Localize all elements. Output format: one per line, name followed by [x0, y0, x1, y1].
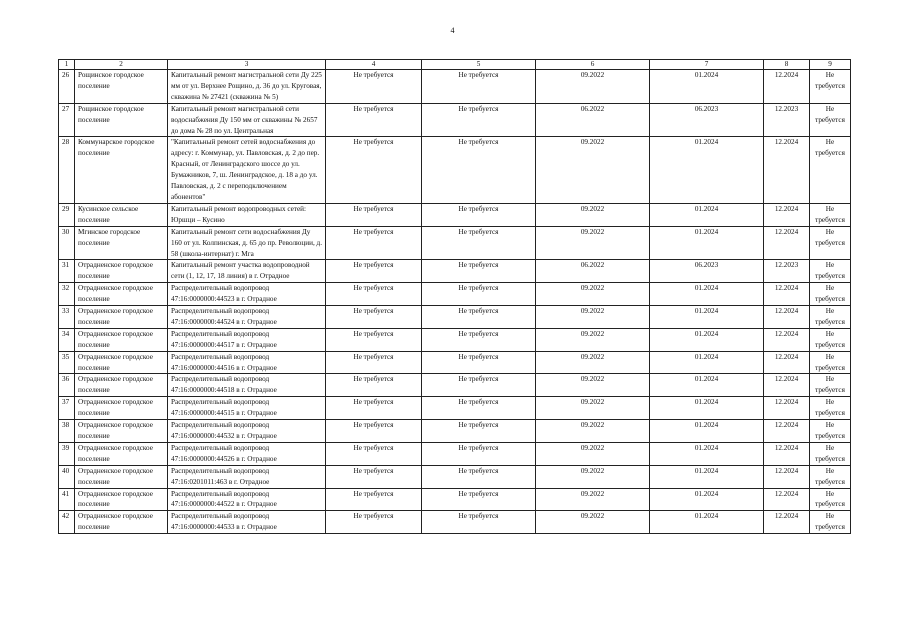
column-6-cell: 09.2022 — [536, 203, 650, 226]
settlement-cell: Отрадненское городское поселение — [75, 488, 168, 511]
work-description-cell: Распределительный водопровод 47:16:0000000:44518 в г. Отрадное — [168, 374, 326, 397]
work-description-cell: Распределительный водопровод 47:16:0000000:44533 в г. Отрадное — [168, 511, 326, 534]
column-9-cell: Не требуется — [810, 374, 851, 397]
column-7-cell: 06.2023 — [650, 260, 764, 283]
column-4-cell: Не требуется — [326, 488, 422, 511]
row-number-cell: 39 — [59, 442, 75, 465]
column-4-cell: Не требуется — [326, 70, 422, 104]
column-5-cell: Не требуется — [422, 137, 536, 203]
table-row — [59, 103, 851, 137]
column-8-cell: 12.2024 — [764, 70, 810, 104]
column-6-cell: 09.2022 — [536, 306, 650, 329]
table-row — [59, 351, 851, 374]
work-description-cell: Распределительный водопровод 47:16:0000000:44515 в г. Отрадное — [168, 397, 326, 420]
table-row — [59, 70, 851, 104]
column-7-cell: 01.2024 — [650, 283, 764, 306]
settlement-cell: Коммунарское городское поселение — [75, 137, 168, 203]
column-9-cell: Не требуется — [810, 103, 851, 137]
work-description-cell: Капитальный ремонт сети водоснабжения Ду 160 от ул. Колпинская, д. 65 до пр. Революции, д. 58 (школа-интернат) г. Мга — [168, 226, 326, 260]
work-description-cell: Распределительный водопровод 47:16:0000000:44516 в г. Отрадное — [168, 351, 326, 374]
column-8-cell: 12.2024 — [764, 203, 810, 226]
row-number-cell: 29 — [59, 203, 75, 226]
column-4-cell: Не требуется — [326, 328, 422, 351]
column-4-cell: Не требуется — [326, 260, 422, 283]
column-8-cell: 12.2024 — [764, 374, 810, 397]
column-9-cell: Не требуется — [810, 226, 851, 260]
column-6-cell: 09.2022 — [536, 226, 650, 260]
column-7-cell: 01.2024 — [650, 397, 764, 420]
column-4-cell: Не требуется — [326, 397, 422, 420]
column-8-cell: 12.2024 — [764, 226, 810, 260]
header-cell: 1 — [59, 60, 75, 70]
table-row — [59, 442, 851, 465]
column-6-cell: 06.2022 — [536, 260, 650, 283]
work-description-cell: Распределительный водопровод 47:16:0000000:44517 в г. Отрадное — [168, 328, 326, 351]
column-8-cell: 12.2024 — [764, 488, 810, 511]
column-5-cell: Не требуется — [422, 420, 536, 443]
settlement-cell: Отрадненское городское поселение — [75, 442, 168, 465]
column-4-cell: Не требуется — [326, 137, 422, 203]
column-8-cell: 12.2024 — [764, 306, 810, 329]
work-description-cell: Распределительный водопровод 47:16:0000000:44523 в г. Отрадное — [168, 283, 326, 306]
column-7-cell: 06.2023 — [650, 103, 764, 137]
column-6-cell: 09.2022 — [536, 137, 650, 203]
column-8-cell: 12.2024 — [764, 328, 810, 351]
column-4-cell: Не требуется — [326, 465, 422, 488]
column-7-cell: 01.2024 — [650, 328, 764, 351]
row-number-cell: 31 — [59, 260, 75, 283]
column-4-cell: Не требуется — [326, 351, 422, 374]
column-4-cell: Не требуется — [326, 226, 422, 260]
column-5-cell: Не требуется — [422, 70, 536, 104]
work-description-cell: Капитальный ремонт водопроводных сетей: Юршци – Кусино — [168, 203, 326, 226]
table-row — [59, 260, 851, 283]
header-cell: 3 — [168, 60, 326, 70]
column-5-cell: Не требуется — [422, 351, 536, 374]
column-5-cell: Не требуется — [422, 511, 536, 534]
column-6-cell: 09.2022 — [536, 442, 650, 465]
work-description-cell: Распределительный водопровод 47:16:0201011:463 в г. Отрадное — [168, 465, 326, 488]
settlement-cell: Отрадненское городское поселение — [75, 420, 168, 443]
work-description-cell: Капитальный ремонт магистральной сети Ду 225 мм от ул. Верхнее Рощино, д. 36 до ул. Круговая, скважина № 27421 (скважина № 5) — [168, 70, 326, 104]
row-number-cell: 42 — [59, 511, 75, 534]
column-4-cell: Не требуется — [326, 203, 422, 226]
column-8-cell: 12.2024 — [764, 420, 810, 443]
column-4-cell: Не требуется — [326, 103, 422, 137]
row-number-cell: 40 — [59, 465, 75, 488]
column-6-cell: 09.2022 — [536, 397, 650, 420]
row-number-cell: 27 — [59, 103, 75, 137]
column-6-cell: 09.2022 — [536, 351, 650, 374]
table-row — [59, 397, 851, 420]
column-5-cell: Не требуется — [422, 203, 536, 226]
settlement-cell: Отрадненское городское поселение — [75, 260, 168, 283]
column-8-cell: 12.2024 — [764, 397, 810, 420]
header-cell: 2 — [75, 60, 168, 70]
column-4-cell: Не требуется — [326, 511, 422, 534]
column-8-cell: 12.2024 — [764, 351, 810, 374]
row-number-cell: 28 — [59, 137, 75, 203]
row-number-cell: 34 — [59, 328, 75, 351]
row-number-cell: 26 — [59, 70, 75, 104]
column-8-cell: 12.2023 — [764, 260, 810, 283]
header-cell: 6 — [536, 60, 650, 70]
column-9-cell: Не требуется — [810, 328, 851, 351]
table-row — [59, 488, 851, 511]
column-9-cell: Не требуется — [810, 511, 851, 534]
settlement-cell: Рощинское городское поселение — [75, 70, 168, 104]
work-description-cell: Капитальный ремонт магистральной сети водоснабжения Ду 150 мм от скважины № 2657 до дома № 28 по ул. Центральная — [168, 103, 326, 137]
settlement-cell: Отрадненское городское поселение — [75, 306, 168, 329]
settlement-cell: Отрадненское городское поселение — [75, 351, 168, 374]
header-cell: 4 — [326, 60, 422, 70]
column-6-cell: 09.2022 — [536, 70, 650, 104]
column-5-cell: Не требуется — [422, 374, 536, 397]
work-description-cell: "Капитальный ремонт сетей водоснабжения до адресу: г. Коммунар, ул. Павловская, д. 2 до пер. Красный, от Ленинградского шоссе до ул. Бумажников, 7, ш. Ленинградское, д. 18 а до ул. Павловская, д. 2 с переподключением абонентов" — [168, 137, 326, 203]
table-row — [59, 374, 851, 397]
column-9-cell: Не требуется — [810, 203, 851, 226]
column-6-cell: 09.2022 — [536, 328, 650, 351]
column-5-cell: Не требуется — [422, 465, 536, 488]
column-7-cell: 01.2024 — [650, 511, 764, 534]
column-4-cell: Не требуется — [326, 283, 422, 306]
settlement-cell: Отрадненское городское поселение — [75, 465, 168, 488]
table-row — [59, 465, 851, 488]
table-row — [59, 283, 851, 306]
column-9-cell: Не требуется — [810, 283, 851, 306]
work-description-cell: Капитальный ремонт участка водопроводной сети (1, 12, 17, 18 линия) в г. Отрадное — [168, 260, 326, 283]
column-8-cell: 12.2024 — [764, 283, 810, 306]
column-7-cell: 01.2024 — [650, 374, 764, 397]
table-row — [59, 137, 851, 203]
column-9-cell: Не требуется — [810, 351, 851, 374]
row-number-cell: 36 — [59, 374, 75, 397]
work-description-cell: Распределительный водопровод 47:16:0000000:44532 в г. Отрадное — [168, 420, 326, 443]
column-7-cell: 01.2024 — [650, 70, 764, 104]
column-6-cell: 06.2022 — [536, 103, 650, 137]
column-5-cell: Не требуется — [422, 226, 536, 260]
column-5-cell: Не требуется — [422, 306, 536, 329]
column-6-cell: 09.2022 — [536, 283, 650, 306]
settlement-cell: Отрадненское городское поселение — [75, 397, 168, 420]
row-number-cell: 30 — [59, 226, 75, 260]
row-number-cell: 38 — [59, 420, 75, 443]
column-6-cell: 09.2022 — [536, 488, 650, 511]
table-header-row — [59, 60, 851, 70]
column-4-cell: Не требуется — [326, 420, 422, 443]
column-9-cell: Не требуется — [810, 465, 851, 488]
column-5-cell: Не требуется — [422, 260, 536, 283]
column-7-cell: 01.2024 — [650, 203, 764, 226]
column-8-cell: 12.2023 — [764, 103, 810, 137]
column-6-cell: 09.2022 — [536, 374, 650, 397]
column-5-cell: Не требуется — [422, 442, 536, 465]
column-9-cell: Не требуется — [810, 306, 851, 329]
column-4-cell: Не требуется — [326, 306, 422, 329]
settlement-cell: Отрадненское городское поселение — [75, 374, 168, 397]
column-7-cell: 01.2024 — [650, 442, 764, 465]
settlement-cell: Кусинское сельское поселение — [75, 203, 168, 226]
column-9-cell: Не требуется — [810, 397, 851, 420]
column-7-cell: 01.2024 — [650, 137, 764, 203]
row-number-cell: 35 — [59, 351, 75, 374]
header-cell: 8 — [764, 60, 810, 70]
table-row — [59, 328, 851, 351]
table-row — [59, 420, 851, 443]
works-table — [58, 59, 851, 534]
column-6-cell: 09.2022 — [536, 465, 650, 488]
row-number-cell: 41 — [59, 488, 75, 511]
settlement-cell: Рощинское городское поселение — [75, 103, 168, 137]
column-8-cell: 12.2024 — [764, 137, 810, 203]
column-7-cell: 01.2024 — [650, 488, 764, 511]
column-9-cell: Не требуется — [810, 488, 851, 511]
work-description-cell: Распределительный водопровод 47:16:0000000:44526 в г. Отрадное — [168, 442, 326, 465]
column-5-cell: Не требуется — [422, 328, 536, 351]
work-description-cell: Распределительный водопровод 47:16:0000000:44522 в г. Отрадное — [168, 488, 326, 511]
column-5-cell: Не требуется — [422, 397, 536, 420]
column-6-cell: 09.2022 — [536, 420, 650, 443]
column-7-cell: 01.2024 — [650, 351, 764, 374]
header-cell: 9 — [810, 60, 851, 70]
column-4-cell: Не требуется — [326, 442, 422, 465]
column-8-cell: 12.2024 — [764, 465, 810, 488]
column-7-cell: 01.2024 — [650, 306, 764, 329]
column-9-cell: Не требуется — [810, 70, 851, 104]
column-6-cell: 09.2022 — [536, 511, 650, 534]
column-7-cell: 01.2024 — [650, 226, 764, 260]
table-row — [59, 511, 851, 534]
table-row — [59, 226, 851, 260]
row-number-cell: 32 — [59, 283, 75, 306]
column-9-cell: Не требуется — [810, 137, 851, 203]
column-9-cell: Не требуется — [810, 260, 851, 283]
column-5-cell: Не требуется — [422, 283, 536, 306]
column-5-cell: Не требуется — [422, 488, 536, 511]
settlement-cell: Отрадненское городское поселение — [75, 328, 168, 351]
settlement-cell: Отрадненское городское поселение — [75, 283, 168, 306]
column-4-cell: Не требуется — [326, 374, 422, 397]
header-cell: 5 — [422, 60, 536, 70]
column-8-cell: 12.2024 — [764, 442, 810, 465]
column-7-cell: 01.2024 — [650, 420, 764, 443]
page-number: 4 — [450, 26, 455, 35]
row-number-cell: 37 — [59, 397, 75, 420]
table-row — [59, 203, 851, 226]
table-row — [59, 306, 851, 329]
row-number-cell: 33 — [59, 306, 75, 329]
settlement-cell: Отрадненское городское поселение — [75, 511, 168, 534]
settlement-cell: Мгинское городское поселение — [75, 226, 168, 260]
column-7-cell: 01.2024 — [650, 465, 764, 488]
column-9-cell: Не требуется — [810, 442, 851, 465]
column-9-cell: Не требуется — [810, 420, 851, 443]
work-description-cell: Распределительный водопровод 47:16:0000000:44524 в г. Отрадное — [168, 306, 326, 329]
header-cell: 7 — [650, 60, 764, 70]
column-8-cell: 12.2024 — [764, 511, 810, 534]
column-5-cell: Не требуется — [422, 103, 536, 137]
